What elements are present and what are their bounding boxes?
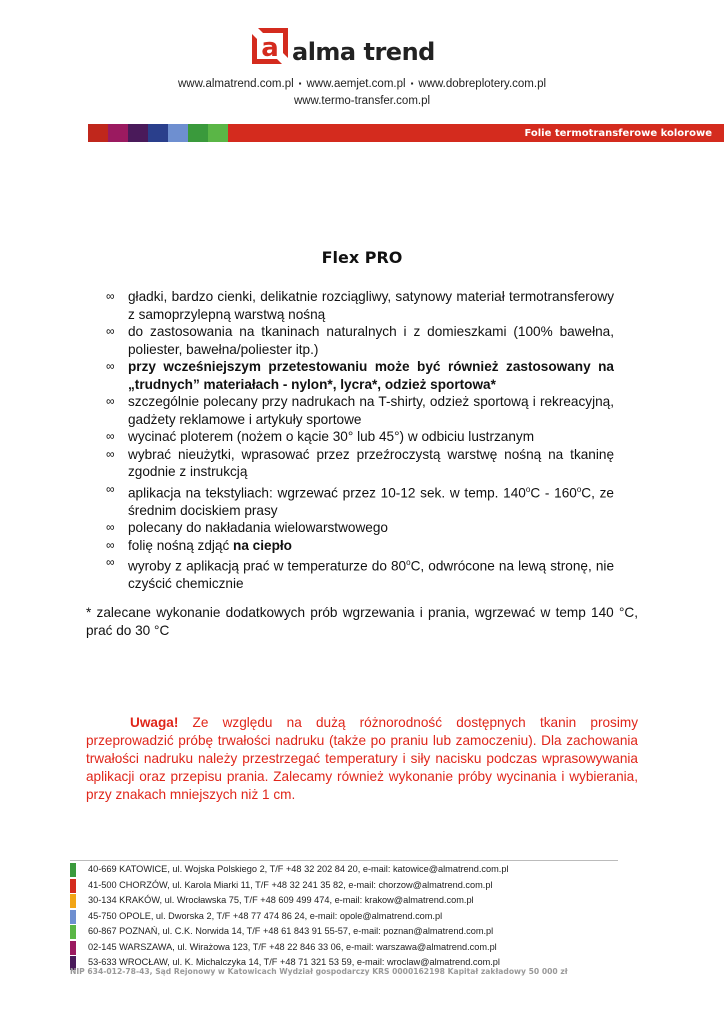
- office-address-line: [70, 924, 509, 940]
- link-almatrend[interactable]: www.almatrend.com.pl: [177, 78, 294, 90]
- feature-list: [106, 288, 614, 593]
- office-address-text: 02-145 WARSZAWA, ul. Wirażowa 123, T/F +48 22 846 33 06, e-mail: warszawa@almatrend.com.pl: [88, 941, 497, 952]
- link-dobreplotery[interactable]: www.dobreplotery.com.pl: [418, 78, 547, 90]
- page-title: Flex PRO: [321, 248, 403, 267]
- office-address-line: [70, 878, 509, 894]
- color-swatch: [188, 124, 208, 142]
- office-address-line: [70, 862, 509, 878]
- infinity-bullet-icon: ∞: [106, 555, 115, 570]
- warning-paragraph: [86, 714, 638, 804]
- office-address-line: [70, 893, 509, 909]
- office-address-line: [70, 940, 509, 956]
- infinity-bullet-icon: ∞: [106, 394, 115, 408]
- office-color-marker: [70, 910, 76, 924]
- office-address-text: 60-867 POZNAŃ, ul. C.K. Norwida 14, T/F +48 61 843 91 55-57, e-mail: poznan@almatrend.com.pl: [88, 926, 494, 936]
- color-swatch: [168, 124, 188, 142]
- color-swatch: [208, 124, 228, 142]
- separator: ▪: [410, 79, 414, 88]
- office-color-marker: [70, 941, 76, 955]
- list-item: ∞ wyroby z aplikacją prać w temperaturze do 80$^o$C, odwrócone na lewą stronę, nie czyścić chemicznie: [106, 555, 615, 592]
- color-swatch: [88, 124, 108, 142]
- infinity-bullet-icon: ∞: [106, 446, 115, 461]
- office-color-marker: [70, 894, 76, 908]
- footer-divider: [70, 860, 618, 861]
- website-link-termo-transfer[interactable]: www.termo-transfer.com.pl: [293, 95, 431, 107]
- color-swatch: [148, 124, 168, 142]
- color-swatch: [228, 124, 248, 142]
- website-links: [0, 78, 724, 90]
- office-address-text: 30-134 KRAKÓW, ul. Wrocławska 75, T/F +48 609 499 474, e-mail: krakow@almatrend.com.pl: [88, 895, 474, 905]
- warning-text: Ze względu na dużą różnorodność dostępnych tkanin prosimy przeprowadzić próbę trwałości nadruku (także po praniu lub zamoczeniu). Dla zachowania trwałości nadruku należy przestrzegać temperatury i siły nacisku podczas wprasowywania aplikacji oraz przepisu prania. Zalecamy również wykonanie próby wycinania i wybierania, przy znakach mniejszych niż 1 cm.: [86, 715, 638, 802]
- logo-wordmark: alma trend: [292, 38, 435, 66]
- list-item: ∞ gładki, bardzo cienki, delikatnie rozciągliwy, satynowy materiał termotransferowy z samoprzylepną warstwą nośną: [106, 289, 614, 322]
- infinity-bullet-icon: ∞: [106, 520, 115, 535]
- infinity-bullet-icon: ∞: [106, 359, 115, 373]
- color-swatch: [108, 124, 128, 142]
- infinity-bullet-icon: ∞: [106, 324, 115, 338]
- logo-mark-icon: [252, 28, 288, 64]
- list-item: ∞ aplikacja na tekstyliach: wgrzewać przez 10-12 sek. w temp. 140$^o$C - 160$^o$C, ze średnim dociskiem prasy: [106, 481, 614, 518]
- office-addresses: [70, 862, 509, 971]
- office-color-marker: [70, 925, 76, 939]
- infinity-bullet-icon: ∞: [106, 481, 115, 496]
- list-item: ∞ przy wcześniejszym przetestowaniu może być również zastosowany na „trudnych” materiałach - nylon*, lycra*, odzież sportowa*: [106, 359, 614, 392]
- infinity-bullet-icon: ∞: [106, 537, 115, 552]
- footnote: * zalecane wykonanie dodatkowych prób wgrzewania i prania, wgrzewać w temp 140 °C, prać do 30 °C: [86, 605, 638, 638]
- color-swatches: [88, 124, 248, 142]
- list-item: ∞ wybrać nieużytki, wprasować przez przeźroczystą warstwę nośną na tkaninę zgodnie z instrukcją: [106, 446, 614, 479]
- list-item: ∞ folię nośną zdjąć na ciepło: [106, 537, 292, 553]
- office-address-text: 53-633 WROCŁAW, ul. K. Michalczyka 14, T/F +48 71 321 53 59, e-mail: wroclaw@almatrend.com.pl: [88, 957, 500, 967]
- office-address-text: 41-500 CHORZÓW, ul. Karola Miarki 11, T/F +48 32 241 35 82, e-mail: chorzow@almatrend.com.pl: [88, 879, 493, 890]
- list-item: ∞ szczególnie polecany przy nadrukach na T-shirty, odzież sportową i rekreacyjną, gadżety reklamowe i artykuły sportowe: [106, 394, 614, 427]
- company-registration-info: NIP 634-012-78-43, Sąd Rejonowy w Katowicach Wydział gospodarczy KRS 0000162198 Kapitał zakładowy 50 000 zł: [70, 967, 568, 976]
- office-color-marker: [70, 863, 76, 877]
- company-logo: [252, 28, 435, 64]
- color-swatch: [128, 124, 148, 142]
- list-item: ∞ polecany do nakładania wielowarstwowego: [106, 520, 388, 536]
- list-item: ∞ wycinać ploterem (nożem o kącie 30° lub 45°) w odbiciu lustrzanym: [106, 429, 535, 444]
- infinity-bullet-icon: ∞: [106, 289, 115, 303]
- office-address-text: 40-669 KATOWICE, ul. Wojska Polskiego 2, T/F +48 32 202 84 20, e-mail: katowice@almatrend.com.pl: [88, 864, 509, 874]
- office-address-text: 45-750 OPOLE, ul. Dworska 2, T/F +48 77 474 86 24, e-mail: opole@almatrend.com.pl: [88, 910, 443, 921]
- separator: ▪: [298, 79, 302, 88]
- header-bar-label: Folie termotransferowe kolorowe: [524, 128, 712, 139]
- link-aemjet[interactable]: www.aemjet.com.pl: [306, 78, 406, 90]
- office-color-marker: [70, 879, 76, 893]
- warning-label: Uwaga!: [130, 715, 179, 730]
- office-address-line: [70, 909, 509, 925]
- svg-text:a: a: [261, 33, 279, 63]
- infinity-bullet-icon: ∞: [106, 429, 115, 443]
- list-item: ∞ do zastosowania na tkaninach naturalnych i z domieszkami (100% bawełna, poliester, bawełna/poliester itp.): [106, 324, 614, 357]
